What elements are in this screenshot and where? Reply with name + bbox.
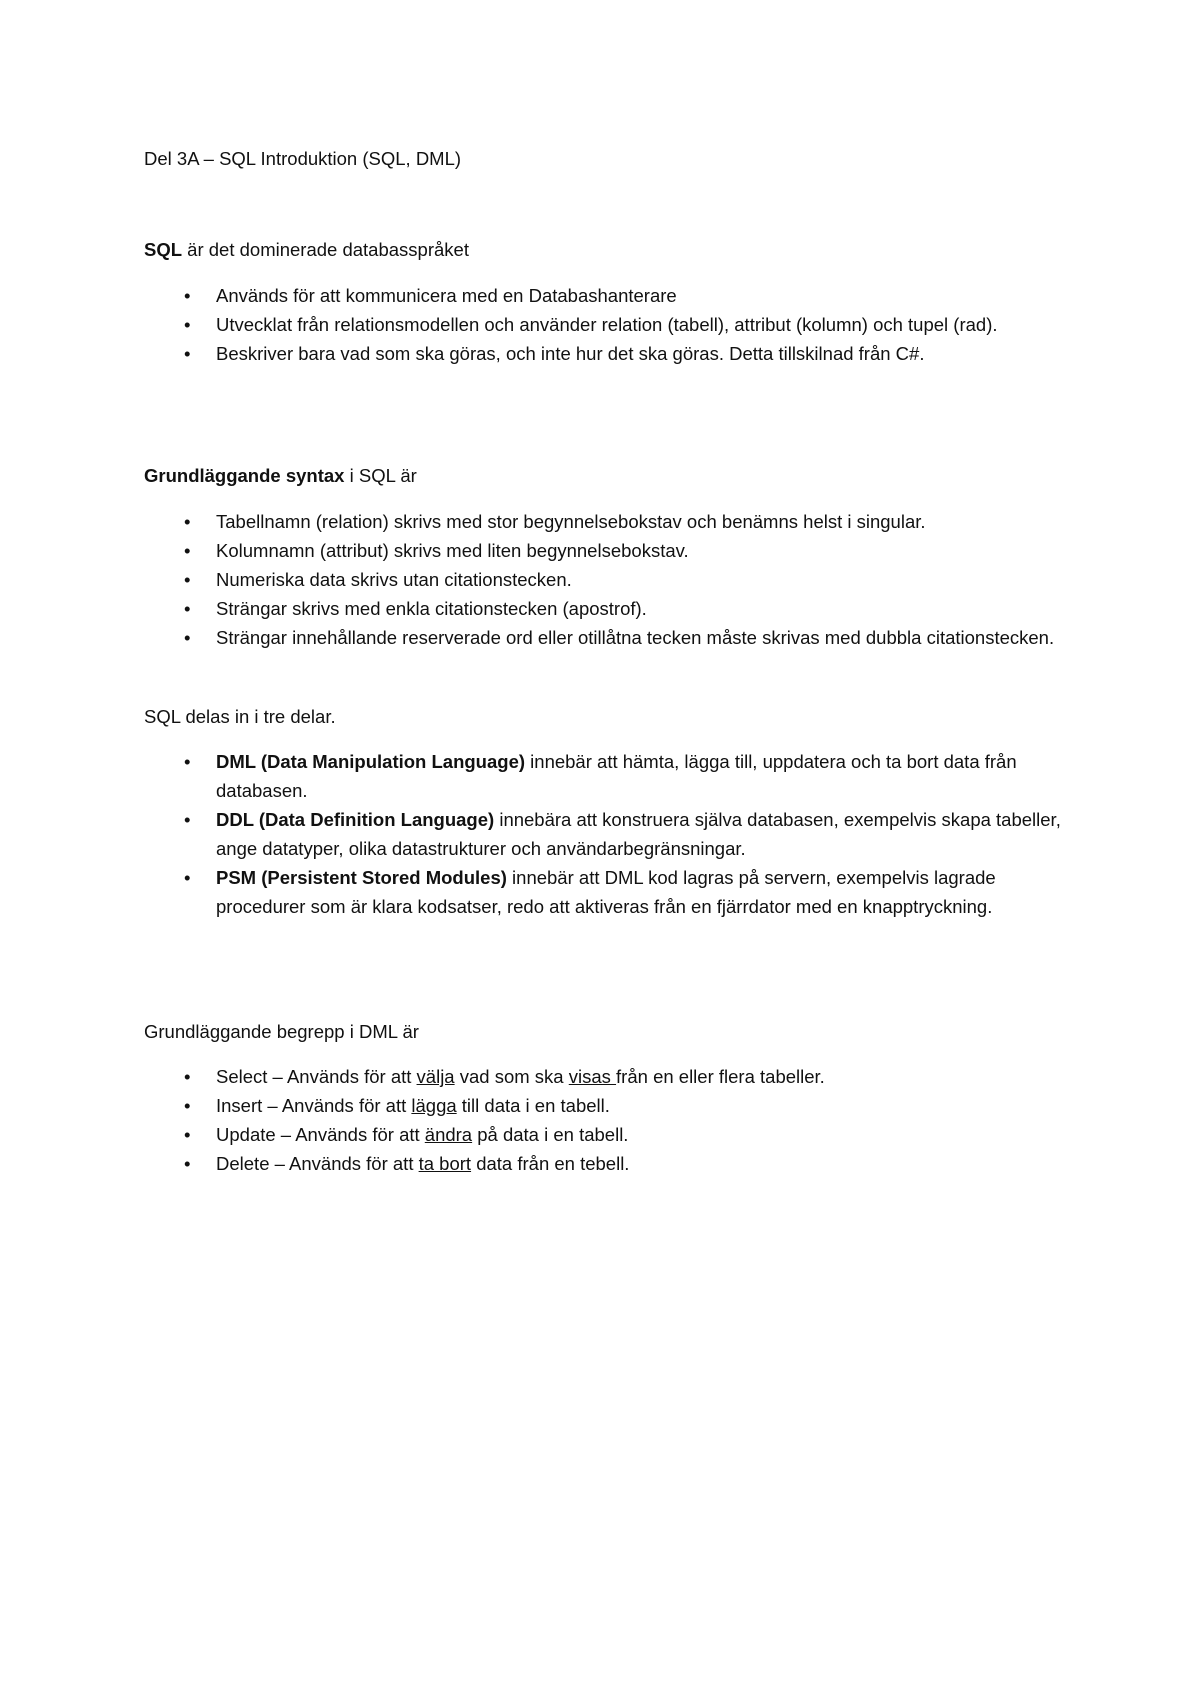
term-label: DDL (Data Definition Language)	[216, 809, 495, 830]
section-heading-dml: Grundläggande begrepp i DML är	[144, 1021, 419, 1042]
term-text: innebära att konstruera själva databasen, exempelvis skapa tabeller, ange datatyper, olika datastrukturer och användarbegränsningar.	[216, 809, 1061, 859]
parts-bullet-list	[144, 747, 1064, 921]
section-heading-sql	[144, 235, 469, 264]
list-item: • Tabellnamn (relation) skrivs med stor begynnelsebokstav och benämns helst i singular.	[144, 507, 1064, 536]
list-item: • Kolumnamn (attribut) skrivs med liten begynnelsebokstav.	[144, 536, 1064, 565]
list-item: • Utvecklat från relationsmodellen och använder relation (tabell), attribut (kolumn) och tupel (rad).	[144, 310, 1064, 339]
list-item: • Strängar innehållande reserverade ord eller otillåtna tecken måste skrivas med dubbla citationstecken.	[144, 623, 1064, 652]
list-item: • Strängar skrivs med enkla citationstecken (apostrof).	[144, 594, 1064, 623]
list-item	[144, 863, 1064, 921]
dml-bullet-list	[144, 1062, 1064, 1178]
term-label: PSM (Persistent Stored Modules)	[216, 867, 507, 888]
document-title: Del 3A – SQL Introduktion (SQL, DML)	[144, 148, 462, 169]
underlined-term: lägga	[411, 1095, 457, 1116]
term-text: innebär att hämta, lägga till, uppdatera och ta bort data från databasen.	[216, 751, 1017, 801]
list-item: • Beskriver bara vad som ska göras, och inte hur det ska göras. Detta tillskilnad från C#.	[144, 339, 1064, 368]
list-item	[144, 747, 1064, 805]
term-label: DML (Data Manipulation Language)	[216, 751, 526, 772]
underlined-term: ta bort	[418, 1153, 472, 1174]
underlined-term: visas	[568, 1066, 617, 1087]
syntax-bullet-list	[144, 507, 1064, 652]
underlined-term: välja	[416, 1066, 455, 1087]
section-heading-syntax	[144, 461, 417, 490]
list-item: • Insert – Används för att lägga till data i en tabell.	[144, 1091, 1064, 1120]
list-item: • Select – Används för att välja vad som ska visas från en eller flera tabeller.	[144, 1062, 1064, 1091]
heading-bold: Grundläggande syntax	[144, 465, 345, 486]
sql-bullet-list	[144, 281, 1064, 368]
underlined-term: ändra	[424, 1124, 473, 1145]
term-text: innebär att DML kod lagras på servern, exempelvis lagrade procedurer som är klara kodsatser, redo att aktiveras från en fjärrdator med en knapptryckning.	[216, 867, 996, 917]
list-item: • Update – Används för att ändra på data i en tabell.	[144, 1120, 1064, 1149]
heading-text: är det dominerade databasspråket	[182, 239, 469, 260]
list-item	[144, 805, 1064, 863]
list-item: • Delete – Används för att ta bort data från en tebell.	[144, 1149, 1064, 1178]
list-item: • Används för att kommunicera med en Databashanterare	[144, 281, 1064, 310]
list-item: • Numeriska data skrivs utan citationstecken.	[144, 565, 1064, 594]
heading-text: i SQL är	[344, 465, 417, 486]
heading-bold: SQL	[144, 239, 183, 260]
section-heading-parts: SQL delas in i tre delar.	[144, 706, 336, 727]
